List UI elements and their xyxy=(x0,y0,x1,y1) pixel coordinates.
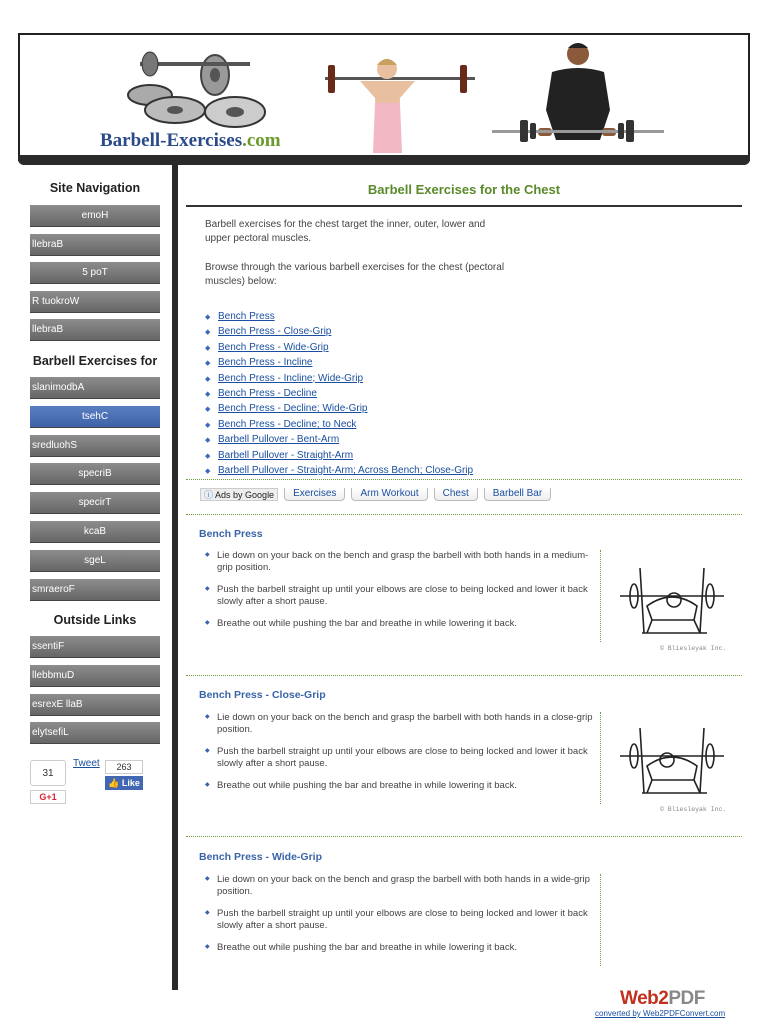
sidebar-exercise-item[interactable]: slanimodbA xyxy=(30,377,160,399)
section-title-bench-press-close-grip: Bench Press - Close-Grip xyxy=(199,689,326,701)
sidebar-exercise-item[interactable]: sredluohS xyxy=(30,435,160,457)
web2pdf-convert-link[interactable]: converted by Web2PDFConvert.com xyxy=(595,1009,726,1018)
exercise-link-item xyxy=(205,325,473,340)
exercise-link-item xyxy=(205,449,473,464)
exercise-link[interactable]: Barbell Pullover - Straight-Arm xyxy=(218,449,354,461)
section-title-bench-press-wide-grip: Bench Press - Wide-Grip xyxy=(199,851,323,863)
header-divider xyxy=(18,155,750,165)
logo-suffix-text: .com xyxy=(242,130,281,151)
page-title: Barbell Exercises for the Chest xyxy=(367,182,561,197)
sidebar-nav-item[interactable]: R tuokroW xyxy=(30,291,160,313)
site-logo[interactable] xyxy=(100,130,281,152)
sidebar-outside-link[interactable]: elytsefiL xyxy=(30,722,160,744)
exercise-link[interactable]: Bench Press xyxy=(218,311,275,322)
step-item: ◆ Breathe out while pushing the bar and breathe in while lowering it back. xyxy=(205,780,597,792)
sidebar-exercise-item[interactable]: specirT xyxy=(30,492,160,514)
exercise-link[interactable]: Bench Press - Incline; Wide-Grip xyxy=(218,372,364,384)
sidebar-nav-item[interactable]: llebraB xyxy=(30,234,160,256)
sidebar-outside-link[interactable]: ssentiF xyxy=(30,636,160,658)
exercise-link[interactable]: Barbell Pullover - Straight-Arm; Across Bench; Close-Grip xyxy=(218,465,474,477)
ad-link-tab[interactable]: Barbell Bar xyxy=(484,488,551,501)
diamond-bullet-icon: ◆ xyxy=(205,406,211,414)
exercise-link-item xyxy=(205,418,473,433)
social-buttons xyxy=(30,758,160,808)
exercise-link[interactable]: Bench Press - Wide-Grip xyxy=(218,341,329,353)
exercise-link[interactable]: Bench Press - Decline; to Neck xyxy=(218,418,357,430)
step-item: ◆ Push the barbell straight up until your elbows are close to being locked and lower it back slowly after a short pause. xyxy=(205,746,597,769)
steps-bench-press-wide-grip xyxy=(205,874,597,965)
section-divider xyxy=(186,836,742,837)
section-divider xyxy=(186,479,742,480)
logo-main-text: Barbell-Exercises xyxy=(100,130,243,151)
browse-paragraph: Browse through the various barbell exercises for the chest (pectoral muscles) below: xyxy=(205,262,505,287)
diamond-bullet-icon: ◆ xyxy=(205,421,211,429)
diamond-bullet-icon: ◆ xyxy=(205,468,211,476)
exercise-link-item xyxy=(205,464,473,479)
diamond-bullet-icon: ◆ xyxy=(205,391,211,399)
woman-lifting-illustration xyxy=(320,53,480,153)
illustration-copyright: © Bliesleyak Inc. xyxy=(660,806,727,813)
sidebar-exercise-item[interactable]: smraeroF xyxy=(30,579,160,601)
exercise-link[interactable]: Bench Press - Close-Grip xyxy=(218,326,332,338)
sidebar-nav-item[interactable]: emoH xyxy=(30,205,160,227)
steps-bench-press-close-grip xyxy=(205,712,597,803)
intro-paragraph: Barbell exercises for the chest target the inner, outer, lower and upper pectoral muscles. xyxy=(205,219,486,244)
ad-link-tab[interactable]: Chest xyxy=(434,488,478,501)
thumbs-up-icon: 👍 xyxy=(108,778,120,788)
ads-by-google-label[interactable] xyxy=(200,488,278,501)
step-item: ◆ Push the barbell straight up until your elbows are close to being locked and lower it back slowly after a short pause. xyxy=(205,908,597,931)
illustration-copyright: © Bliesleyak Inc. xyxy=(660,645,727,652)
diamond-bullet-icon: ◆ xyxy=(205,329,211,337)
sidebar-nav-item[interactable]: 5 poT xyxy=(30,262,160,284)
barbell-exercises-heading: Barbell Exercises for xyxy=(32,354,158,368)
section-separator xyxy=(600,712,601,804)
section-separator xyxy=(600,874,601,966)
diamond-bullet-icon: ◆ xyxy=(205,375,211,383)
outside-links-heading: Outside Links xyxy=(53,613,137,627)
web2pdf-logo xyxy=(620,988,705,1010)
diamond-bullet-icon: ◆ xyxy=(205,344,211,352)
step-item: ◆ Lie down on your back on the bench and grasp the barbell with both hands in a wide-grip position. xyxy=(205,874,597,897)
exercise-link-item xyxy=(205,341,473,356)
section-divider xyxy=(186,675,742,676)
title-rule xyxy=(186,205,742,207)
step-item: ◆ Lie down on your back on the bench and grasp the barbell with both hands in a close-grip position. xyxy=(205,712,597,735)
google-plus-button[interactable]: G+1 xyxy=(30,790,66,804)
exercise-link-item xyxy=(205,402,473,417)
exercise-link-item xyxy=(205,387,473,402)
web2pdf-logo-pdf: PDF xyxy=(668,988,705,1009)
step-item: ◆ Breathe out while pushing the bar and breathe in while lowering it back. xyxy=(205,942,597,954)
exercise-link-item xyxy=(205,310,473,325)
sidebar-outside-link[interactable]: llebbmuD xyxy=(30,665,160,687)
diamond-bullet-icon: ◆ xyxy=(205,452,211,460)
facebook-like-label: Like xyxy=(121,778,140,788)
sidebar-exercise-item[interactable]: sgeL xyxy=(30,550,160,572)
ads-row xyxy=(200,488,551,502)
exercise-link-item xyxy=(205,433,473,448)
sidebar-exercise-item[interactable]: kcaB xyxy=(30,521,160,543)
facebook-like-count: 263 xyxy=(105,760,143,774)
barbell-plates-icon xyxy=(120,40,290,135)
share-count: 31 xyxy=(30,760,66,786)
exercise-link[interactable]: Barbell Pullover - Bent-Arm xyxy=(218,434,340,446)
step-item: ◆ Push the barbell straight up until your elbows are close to being locked and lower it back slowly after a short pause. xyxy=(205,584,597,607)
bench-press-close-grip-illustration xyxy=(612,718,742,808)
sidebar-exercise-item[interactable]: tsehC xyxy=(30,406,160,428)
sidebar-outside-link[interactable]: esrexE llaB xyxy=(30,694,160,716)
step-item: ◆ Breathe out while pushing the bar and breathe in while lowering it back. xyxy=(205,618,597,630)
exercise-link[interactable]: Bench Press - Decline; Wide-Grip xyxy=(218,403,368,415)
diamond-bullet-icon: ◆ xyxy=(205,437,211,445)
section-divider xyxy=(186,514,742,515)
step-item: ◆ Lie down on your back on the bench and grasp the barbell with both hands in a medium-grip position. xyxy=(205,550,597,573)
exercise-link[interactable]: Bench Press - Incline xyxy=(218,357,313,369)
man-lifting-illustration xyxy=(490,40,670,155)
exercise-link-item xyxy=(205,372,473,387)
diamond-bullet-icon: ◆ xyxy=(205,314,211,321)
sidebar-nav-item[interactable]: llebraB xyxy=(30,319,160,341)
ads-label-text: Ads by Google xyxy=(215,490,275,500)
steps-bench-press xyxy=(205,550,597,641)
section-separator xyxy=(600,550,601,642)
exercise-link[interactable]: Bench Press - Decline xyxy=(218,388,317,400)
info-icon: ⓘ xyxy=(204,490,214,500)
tweet-button[interactable]: Tweet xyxy=(73,758,100,769)
diamond-bullet-icon: ◆ xyxy=(205,360,211,368)
ad-tabs xyxy=(278,488,551,505)
sidebar-exercise-item[interactable]: specriB xyxy=(30,463,160,485)
web2pdf-logo-web: Web2 xyxy=(620,988,669,1009)
exercise-link-list xyxy=(205,310,473,479)
exercise-link-item xyxy=(205,356,473,371)
ad-link-tab[interactable]: Exercises xyxy=(284,488,345,501)
facebook-like-button[interactable] xyxy=(105,776,143,790)
section-title-bench-press: Bench Press xyxy=(199,528,263,540)
site-navigation-heading: Site Navigation xyxy=(49,181,141,195)
bench-press-illustration xyxy=(612,558,742,648)
ad-link-tab[interactable]: Arm Workout xyxy=(351,488,427,501)
